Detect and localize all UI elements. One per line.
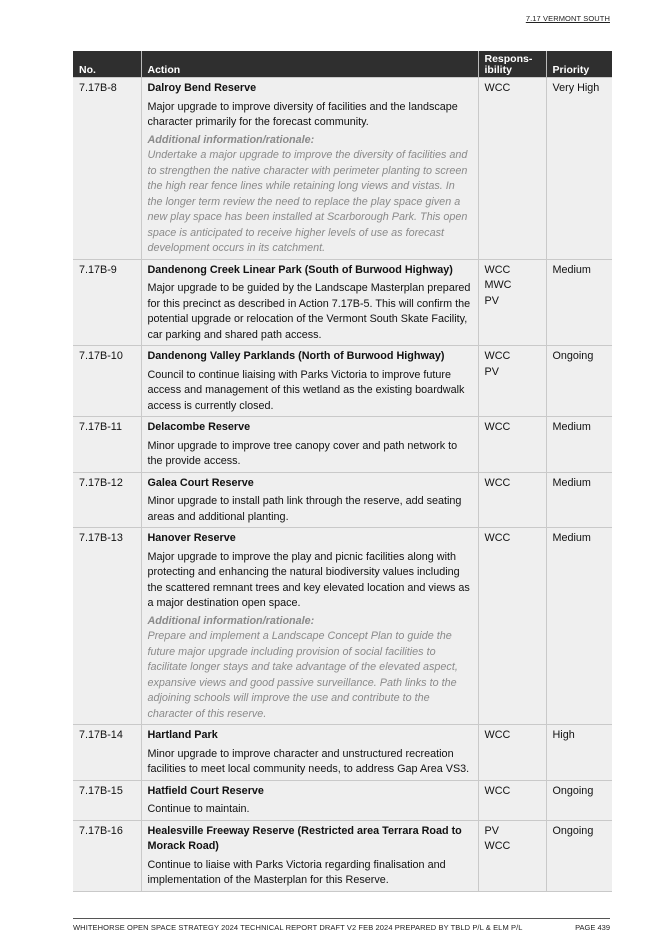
priority-cell: Ongoing	[546, 780, 612, 820]
table-row	[73, 346, 612, 417]
responsible-party: MWC	[484, 279, 512, 291]
responsible-party: PV	[484, 824, 499, 837]
priority-cell: High	[546, 725, 612, 781]
action-number: 7.17B-8	[73, 78, 141, 260]
table-row	[73, 259, 612, 346]
action-number: 7.17B-12	[73, 472, 141, 528]
actions-table	[73, 51, 612, 892]
responsibility-cell	[478, 725, 546, 781]
action-title: Dandenong Valley Parklands (North of Burwood Highway)	[147, 350, 445, 362]
column-header-responsibility	[478, 51, 546, 78]
action-description: Continue to maintain.	[147, 803, 250, 815]
responsible-party: PV	[484, 365, 499, 378]
action-number: 7.17B-11	[73, 417, 141, 473]
responsible-party: PV	[484, 294, 499, 307]
action-number: 7.17B-13	[73, 528, 141, 725]
action-description: Council to continue liaising with Parks Victoria to improve future access and management of this wetland as the existing boardwalk access is currently closed.	[147, 368, 465, 412]
responsible-party: WCC	[484, 263, 511, 276]
action-cell	[141, 417, 478, 473]
action-description: Major upgrade to improve diversity of facilities and the landscape character primarily for the forecast community.	[147, 100, 458, 128]
action-number: 7.17B-15	[73, 780, 141, 820]
action-description: Continue to liaise with Parks Victoria regarding finalisation and implementation of the Masterplan for this Reserve.	[147, 858, 446, 886]
action-number: 7.17B-14	[73, 725, 141, 781]
column-header-no: No.	[73, 51, 141, 78]
action-title: Hatfield Court Reserve	[147, 784, 264, 797]
table-header-row	[73, 51, 612, 78]
responsibility-cell	[478, 780, 546, 820]
responsibility-header-text: Respons- ibility	[484, 53, 533, 76]
responsible-party: WCC	[484, 82, 511, 94]
priority-cell: Medium	[546, 472, 612, 528]
responsibility-cell	[478, 528, 546, 725]
action-description: Major upgrade to be guided by the Landscape Masterplan prepared for this precinct as described in Action 7.17B-5. This will confirm the potential upgrade or relocation of the Vermont South Skate Facility, car parking and shared path access.	[147, 282, 471, 341]
section-header: 7.17 VERMONT SOUTH	[525, 14, 610, 23]
action-cell	[141, 780, 478, 820]
action-description: Major upgrade to improve the play and picnic facilities along with protecting and enhancing the natural biodiversity values including the scattered remnant trees and key elevated location and views as a major destination open space.	[147, 550, 470, 609]
column-header-priority: Priority	[546, 51, 612, 78]
responsible-party: WCC	[484, 350, 511, 362]
action-number: 7.17B-10	[73, 346, 141, 417]
responsible-party: WCC	[484, 840, 511, 852]
action-title: Hartland Park	[147, 729, 218, 741]
priority-cell: Medium	[546, 528, 612, 725]
table-row	[73, 725, 612, 781]
action-title: Hanover Reserve	[147, 532, 236, 544]
responsible-party: WCC	[484, 476, 511, 489]
action-title: Galea Court Reserve	[147, 476, 254, 489]
action-cell	[141, 820, 478, 891]
footer-text: WHITEHORSE OPEN SPACE STRATEGY 2024 TECHNICAL REPORT DRAFT V2 FEB 2024 PREPARED BY TBLD P/L & ELM P/L	[73, 923, 523, 932]
action-description: Minor upgrade to improve character and unstructured recreation facilities to meet local community needs, to address Gap Area VS3.	[147, 747, 470, 775]
action-title: Healesville Freeway Reserve (Restricted area Terrara Road to Morack Road)	[147, 824, 462, 852]
table-row	[73, 780, 612, 820]
footer-divider	[73, 918, 610, 919]
table-row	[73, 472, 612, 528]
page-number: PAGE 439	[575, 923, 610, 932]
responsibility-cell	[478, 78, 546, 260]
responsible-party: WCC	[484, 784, 511, 797]
table-row	[73, 78, 612, 260]
priority-cell: Ongoing	[546, 346, 612, 417]
action-description: Minor upgrade to install path link through the reserve, add seating areas and additional planting.	[147, 495, 462, 523]
action-cell	[141, 346, 478, 417]
action-cell	[141, 78, 478, 260]
table-row	[73, 820, 612, 891]
responsibility-cell	[478, 346, 546, 417]
action-number: 7.17B-16	[73, 820, 141, 891]
rationale-text: Undertake a major upgrade to improve the diversity of facilities and to strengthen the native character with perimeter planting to screen the high rear fence lines while retaining long views and vistas. In the longer term review the need to replace the play space given a new play space has been installed at Scarborough Park. This open space is anticipated to receive higher levels of use as forecast development occurs in its catchment.	[147, 149, 468, 254]
rationale-label: Additional information/rationale:	[147, 133, 315, 146]
action-description: Minor upgrade to improve tree canopy cover and path network to the provide access.	[147, 439, 458, 467]
responsibility-cell	[478, 820, 546, 891]
priority-cell: Medium	[546, 259, 612, 346]
action-title: Dandenong Creek Linear Park (South of Burwood Highway)	[147, 263, 453, 276]
rationale-label: Additional information/rationale:	[147, 614, 315, 627]
column-header-action: Action	[141, 51, 478, 78]
responsible-party: WCC	[484, 421, 511, 433]
table-row	[73, 417, 612, 473]
action-title: Dalroy Bend Reserve	[147, 82, 257, 94]
priority-cell: Very High	[546, 78, 612, 260]
action-cell	[141, 472, 478, 528]
responsibility-cell	[478, 472, 546, 528]
action-cell	[141, 725, 478, 781]
action-title: Delacombe Reserve	[147, 421, 251, 433]
table-row	[73, 528, 612, 725]
action-cell	[141, 528, 478, 725]
priority-cell: Ongoing	[546, 820, 612, 891]
action-cell	[141, 259, 478, 346]
responsibility-cell	[478, 259, 546, 346]
action-number: 7.17B-9	[73, 259, 141, 346]
responsible-party: WCC	[484, 729, 511, 741]
responsibility-cell	[478, 417, 546, 473]
responsible-party: WCC	[484, 532, 511, 544]
rationale-text: Prepare and implement a Landscape Concept Plan to guide the future major upgrade including provision of social facilities to facilitate longer stays and take advantage of the elevated aspect, expansive views and good passive surveillance. Path links to the adjoining schools will improve the use and contribute to the character of this reserve.	[147, 630, 458, 720]
priority-cell: Medium	[546, 417, 612, 473]
